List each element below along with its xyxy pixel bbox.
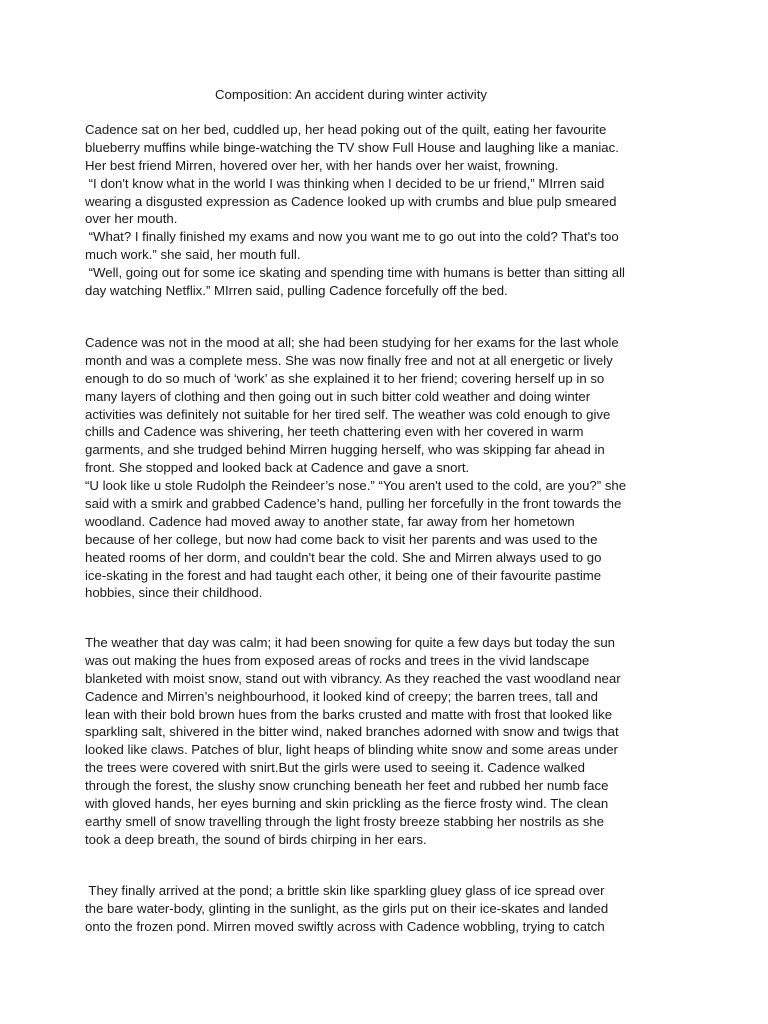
text-line: enough to do so much of ‘work’ as she explained it to her friend; covering herself up in so	[85, 370, 605, 386]
text-line: many layers of clothing and then going out in such bitter cold weather and doing winter	[85, 388, 591, 404]
text-line: lean with their bold brown hues from the barks crusted and matte with frost that looked like	[85, 706, 613, 722]
text-line: garments, and she trudged behind Mirren hugging herself, who was skipping far ahead in	[85, 442, 605, 458]
text-line: blueberry muffins while binge-watching the TV show Full House and laughing like a maniac.	[85, 139, 619, 155]
text-line: woodland. Cadence had moved away to another state, far away from her hometown	[85, 513, 575, 529]
text-line: activities was definitely not suitable for her tired self. The weather was cold enough to give	[85, 406, 611, 422]
text-line: front. She stopped and looked back at Cadence and gave a snort.	[85, 460, 470, 476]
text-line: heated rooms of her dorm, and couldn't bear the cold. She and Mirren always used to go	[85, 549, 602, 565]
text-line: with gloved hands, her eyes burning and skin prickling as the fierce frosty wind. The clean	[85, 796, 609, 812]
text-line: “What? I finally finished my exams and now you want me to go out into the cold? That's too	[85, 229, 619, 245]
text-line: blanketed with moist snow, stand out with vibrancy. As they reached the vast woodland near	[85, 670, 621, 686]
text-line: day watching Netflix.” MIrren said, pulling Cadence forcefully off the bed.	[85, 283, 508, 299]
paragraph	[85, 121, 725, 300]
text-line: The weather that day was calm; it had been snowing for quite a few days but today the sun	[85, 635, 616, 650]
document-title: Composition: An accident during winter activity	[215, 87, 487, 102]
text-line: Her best friend Mirren, hovered over her, with her hands over her waist, frowning.	[85, 157, 559, 173]
text-line: ice-skating in the forest and had taught each other, it being one of their favourite pastime	[85, 567, 602, 583]
text-line: “Well, going out for some ice skating and spending time with humans is better than sitting all	[85, 265, 625, 281]
paragraph	[85, 634, 725, 849]
text-line: the trees were covered with snirt.But the girls were used to seeing it. Cadence walked	[85, 760, 585, 776]
text-line: over her mouth.	[85, 211, 178, 227]
text-line: onto the frozen pond. Mirren moved swiftly across with Cadence wobbling, trying to catch	[85, 918, 605, 934]
text-line: chills and Cadence was shivering, her teeth chattering even with her covered in warm	[85, 424, 584, 440]
text-line: was out making the hues from exposed areas of rocks and trees in the vivid landscape	[85, 652, 590, 668]
text-line: Cadence was not in the mood at all; she had been studying for her exams for the last whole	[85, 335, 619, 350]
text-line: the bare water-body, glinting in the sunlight, as the girls put on their ice-skates and landed	[85, 900, 609, 916]
text-line: sparkling salt, shivered in the bitter wind, naked branches adorned with snow and twigs that	[85, 724, 619, 740]
text-line: hobbies, since their childhood.	[85, 585, 263, 601]
paragraph	[85, 882, 725, 936]
text-line: said with a smirk and grabbed Cadence’s hand, pulling her forcefully in the front towards the	[85, 496, 622, 512]
text-line: Cadence sat on her bed, cuddled up, her head poking out of the quilt, eating her favourite	[85, 122, 607, 137]
text-line: much work.” she said, her mouth full.	[85, 247, 301, 263]
text-line: wearing a disgusted expression as Cadence looked up with crumbs and blue pulp smeared	[85, 193, 617, 209]
text-line: They finally arrived at the pond; a brittle skin like sparkling gluey glass of ice spread over	[85, 883, 605, 898]
text-line: took a deep breath, the sound of birds chirping in her ears.	[85, 831, 427, 847]
text-line: month and was a complete mess. She was now finally free and not at all energetic or lively	[85, 352, 613, 368]
text-line: looked like claws. Patches of blur, light heaps of blinding white snow and some areas under	[85, 742, 618, 758]
paragraph	[85, 334, 725, 602]
text-line: “I don't know what in the world I was thinking when I decided to be ur friend,” MIrren said	[85, 175, 605, 191]
text-line: earthy smell of snow travelling through the light frosty breeze stabbing her nostrils as she	[85, 813, 604, 829]
text-line: “U look like u stole Rudolph the Reindeer’s nose.” “You aren't used to the cold, are you?” she	[85, 478, 627, 494]
text-line: Cadence and Mirren’s neighbourhood, it looked kind of creepy; the barren trees, tall and	[85, 688, 598, 704]
text-line: because of her college, but now had come back to visit her parents and was used to the	[85, 531, 598, 547]
text-line: through the forest, the slushy snow crunching beneath her feet and rubbed her numb face	[85, 778, 609, 794]
